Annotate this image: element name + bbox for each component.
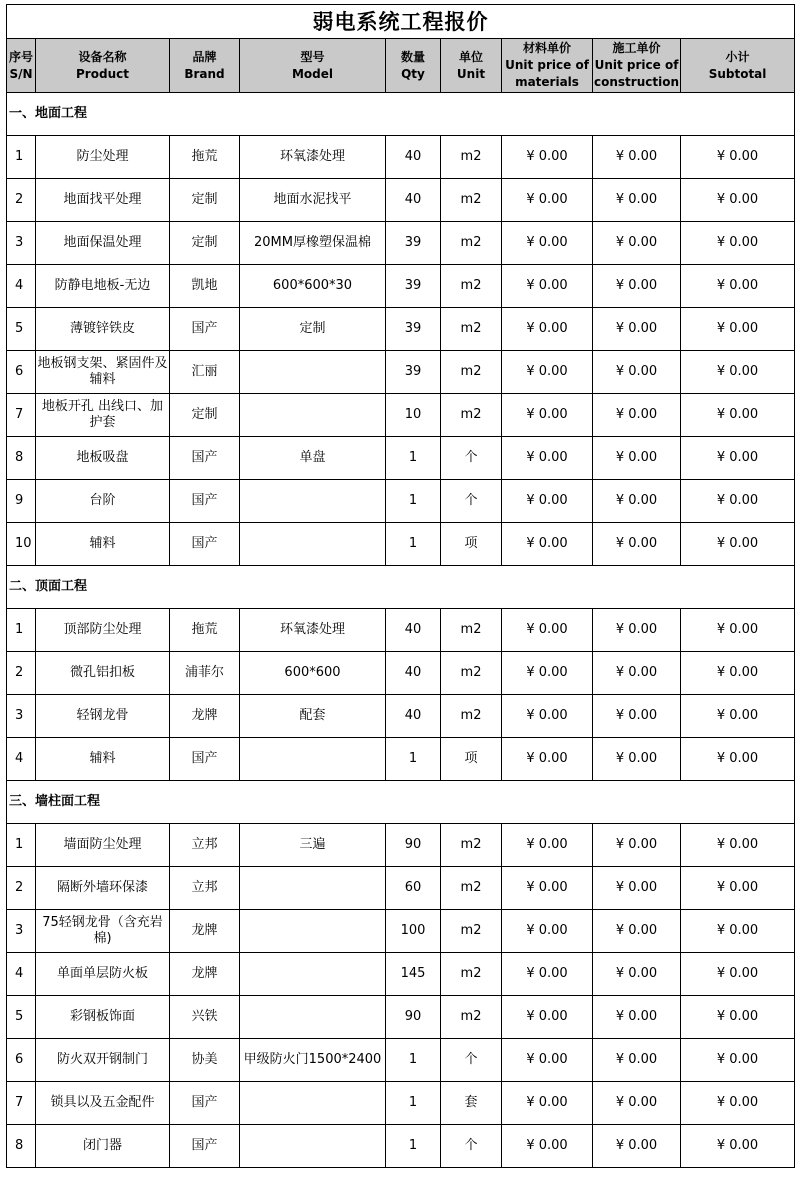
- product-cell: 地面保温处理: [36, 222, 170, 265]
- sn-cell: 3: [7, 222, 36, 265]
- model-cell: 定制: [240, 308, 386, 351]
- page-title: 弱电系统工程报价: [7, 5, 795, 39]
- brand-cell: 龙牌: [170, 695, 240, 738]
- column-header-cn: 施工单价: [612, 41, 661, 55]
- column-header-material-price: [502, 39, 593, 93]
- product-cell: 闭门器: [36, 1125, 170, 1168]
- construction-price-cell: ¥ 0.00: [593, 652, 681, 695]
- column-header-subtotal: [681, 39, 795, 93]
- product-cell: 防火双开钢制门: [36, 1039, 170, 1082]
- table-row: [7, 437, 795, 480]
- sn-cell: 5: [7, 308, 36, 351]
- model-cell: [240, 1082, 386, 1125]
- construction-price-cell: ¥ 0.00: [593, 308, 681, 351]
- qty-cell: 90: [386, 996, 441, 1039]
- material-price-cell: ¥ 0.00: [502, 179, 593, 222]
- material-price-cell: ¥ 0.00: [502, 1082, 593, 1125]
- column-header-construction-price: [593, 39, 681, 93]
- subtotal-cell: ¥ 0.00: [681, 1082, 795, 1125]
- subtotal-cell: ¥ 0.00: [681, 394, 795, 437]
- qty-cell: 1: [386, 1039, 441, 1082]
- brand-cell: 立邦: [170, 867, 240, 910]
- qty-cell: 1: [386, 1082, 441, 1125]
- qty-cell: 60: [386, 867, 441, 910]
- qty-cell: 1: [386, 437, 441, 480]
- product-cell: 薄镀锌铁皮: [36, 308, 170, 351]
- column-header-sn: [7, 39, 36, 93]
- qty-cell: 40: [386, 695, 441, 738]
- column-header-en: Subtotal: [708, 66, 767, 81]
- table-row: [7, 308, 795, 351]
- qty-cell: 40: [386, 136, 441, 179]
- brand-cell: 国产: [170, 1082, 240, 1125]
- column-header-cn: 序号: [8, 49, 33, 64]
- material-price-cell: ¥ 0.00: [502, 867, 593, 910]
- unit-cell: m2: [441, 996, 502, 1039]
- material-price-cell: ¥ 0.00: [502, 1125, 593, 1168]
- model-cell: [240, 738, 386, 781]
- qty-cell: 145: [386, 953, 441, 996]
- sn-cell: 8: [7, 437, 36, 480]
- construction-price-cell: ¥ 0.00: [593, 910, 681, 953]
- material-price-cell: ¥ 0.00: [502, 652, 593, 695]
- model-cell: [240, 910, 386, 953]
- unit-cell: 个: [441, 1039, 502, 1082]
- table-row: [7, 222, 795, 265]
- product-cell: 75轻钢龙骨（含充岩棉): [36, 910, 170, 953]
- column-header-cn: 品牌: [192, 49, 217, 64]
- material-price-cell: ¥ 0.00: [502, 695, 593, 738]
- brand-cell: 国产: [170, 1125, 240, 1168]
- quotation-table: [6, 4, 795, 1168]
- column-header-en: S/N: [9, 66, 33, 81]
- qty-cell: 100: [386, 910, 441, 953]
- sn-cell: 8: [7, 1125, 36, 1168]
- column-header-en: Unit: [456, 66, 486, 81]
- qty-cell: 40: [386, 179, 441, 222]
- material-price-cell: ¥ 0.00: [502, 738, 593, 781]
- model-cell: 600*600*30: [240, 265, 386, 308]
- subtotal-cell: ¥ 0.00: [681, 609, 795, 652]
- material-price-cell: ¥ 0.00: [502, 953, 593, 996]
- construction-price-cell: ¥ 0.00: [593, 222, 681, 265]
- quotation-sheet: [6, 4, 794, 1168]
- qty-cell: 1: [386, 738, 441, 781]
- qty-cell: 10: [386, 394, 441, 437]
- table-row: [7, 953, 795, 996]
- material-price-cell: ¥ 0.00: [502, 523, 593, 566]
- sn-cell: 7: [7, 394, 36, 437]
- unit-cell: m2: [441, 265, 502, 308]
- product-cell: 地板开孔 出线口、加护套: [36, 394, 170, 437]
- sn-cell: 4: [7, 265, 36, 308]
- brand-cell: 定制: [170, 179, 240, 222]
- brand-cell: 国产: [170, 437, 240, 480]
- unit-cell: m2: [441, 910, 502, 953]
- construction-price-cell: ¥ 0.00: [593, 351, 681, 394]
- sn-cell: 4: [7, 738, 36, 781]
- table-row: [7, 652, 795, 695]
- table-row: [7, 265, 795, 308]
- material-price-cell: ¥ 0.00: [502, 824, 593, 867]
- qty-cell: 1: [386, 480, 441, 523]
- material-price-cell: ¥ 0.00: [502, 910, 593, 953]
- subtotal-cell: ¥ 0.00: [681, 480, 795, 523]
- unit-cell: 套: [441, 1082, 502, 1125]
- table-row: [7, 523, 795, 566]
- material-price-cell: ¥ 0.00: [502, 1039, 593, 1082]
- table-row: [7, 867, 795, 910]
- material-price-cell: ¥ 0.00: [502, 222, 593, 265]
- table-row: [7, 179, 795, 222]
- construction-price-cell: ¥ 0.00: [593, 738, 681, 781]
- material-price-cell: ¥ 0.00: [502, 351, 593, 394]
- table-row: [7, 351, 795, 394]
- product-cell: 台阶: [36, 480, 170, 523]
- table-row: [7, 609, 795, 652]
- unit-cell: m2: [441, 136, 502, 179]
- product-cell: 单面单层防火板: [36, 953, 170, 996]
- sn-cell: 2: [7, 652, 36, 695]
- section-row: [7, 566, 795, 609]
- table-body: [7, 93, 795, 1168]
- brand-cell: 国产: [170, 308, 240, 351]
- table-row: [7, 1039, 795, 1082]
- subtotal-cell: ¥ 0.00: [681, 953, 795, 996]
- sn-cell: 2: [7, 179, 36, 222]
- model-cell: 环氧漆处理: [240, 136, 386, 179]
- qty-cell: 1: [386, 1125, 441, 1168]
- construction-price-cell: ¥ 0.00: [593, 437, 681, 480]
- product-cell: 防尘处理: [36, 136, 170, 179]
- construction-price-cell: ¥ 0.00: [593, 523, 681, 566]
- construction-price-cell: ¥ 0.00: [593, 695, 681, 738]
- table-row: [7, 738, 795, 781]
- material-price-cell: ¥ 0.00: [502, 609, 593, 652]
- model-cell: 三遍: [240, 824, 386, 867]
- unit-cell: m2: [441, 824, 502, 867]
- model-cell: [240, 523, 386, 566]
- brand-cell: 汇丽: [170, 351, 240, 394]
- unit-cell: m2: [441, 652, 502, 695]
- subtotal-cell: ¥ 0.00: [681, 652, 795, 695]
- construction-price-cell: ¥ 0.00: [593, 867, 681, 910]
- product-cell: 轻钢龙骨: [36, 695, 170, 738]
- subtotal-cell: ¥ 0.00: [681, 1125, 795, 1168]
- unit-cell: m2: [441, 394, 502, 437]
- product-cell: 地面找平处理: [36, 179, 170, 222]
- column-header-en: Qty: [401, 66, 425, 81]
- column-header-cn: 数量: [400, 49, 425, 64]
- model-cell: [240, 394, 386, 437]
- section-title: 三、墙柱面工程: [7, 781, 795, 824]
- product-cell: 顶部防尘处理: [36, 609, 170, 652]
- brand-cell: 兴铁: [170, 996, 240, 1039]
- sn-cell: 1: [7, 824, 36, 867]
- model-cell: 配套: [240, 695, 386, 738]
- unit-cell: m2: [441, 695, 502, 738]
- unit-cell: m2: [441, 222, 502, 265]
- model-cell: 甲级防火门1500*2400: [240, 1039, 386, 1082]
- column-header-qty: [386, 39, 441, 93]
- sn-cell: 5: [7, 996, 36, 1039]
- construction-price-cell: ¥ 0.00: [593, 1039, 681, 1082]
- unit-cell: 个: [441, 437, 502, 480]
- brand-cell: 国产: [170, 480, 240, 523]
- product-cell: 地板钢支架、紧固件及辅料: [36, 351, 170, 394]
- product-cell: 微孔铝扣板: [36, 652, 170, 695]
- table-row: [7, 996, 795, 1039]
- column-header-model: [240, 39, 386, 93]
- subtotal-cell: ¥ 0.00: [681, 179, 795, 222]
- unit-cell: m2: [441, 953, 502, 996]
- brand-cell: 浦菲尔: [170, 652, 240, 695]
- construction-price-cell: ¥ 0.00: [593, 1125, 681, 1168]
- qty-cell: 90: [386, 824, 441, 867]
- model-cell: [240, 480, 386, 523]
- construction-price-cell: ¥ 0.00: [593, 824, 681, 867]
- model-cell: 单盘: [240, 437, 386, 480]
- product-cell: 墙面防尘处理: [36, 824, 170, 867]
- sn-cell: 3: [7, 695, 36, 738]
- brand-cell: 定制: [170, 222, 240, 265]
- table-row: [7, 695, 795, 738]
- brand-cell: 国产: [170, 738, 240, 781]
- column-header-unit: [441, 39, 502, 93]
- column-header-product: [36, 39, 170, 93]
- product-cell: 隔断外墙环保漆: [36, 867, 170, 910]
- model-cell: [240, 953, 386, 996]
- construction-price-cell: ¥ 0.00: [593, 394, 681, 437]
- brand-cell: 龙牌: [170, 953, 240, 996]
- table-row: [7, 824, 795, 867]
- unit-cell: 个: [441, 1125, 502, 1168]
- subtotal-cell: ¥ 0.00: [681, 695, 795, 738]
- model-cell: 环氧漆处理: [240, 609, 386, 652]
- header-row: [7, 39, 795, 93]
- subtotal-cell: ¥ 0.00: [681, 867, 795, 910]
- model-cell: [240, 996, 386, 1039]
- unit-cell: m2: [441, 308, 502, 351]
- construction-price-cell: ¥ 0.00: [593, 953, 681, 996]
- qty-cell: 40: [386, 609, 441, 652]
- unit-cell: 项: [441, 738, 502, 781]
- qty-cell: 39: [386, 265, 441, 308]
- column-header-en: Product: [76, 66, 129, 81]
- brand-cell: 国产: [170, 523, 240, 566]
- section-row: [7, 781, 795, 824]
- sn-cell: 1: [7, 609, 36, 652]
- model-cell: 600*600: [240, 652, 386, 695]
- construction-price-cell: ¥ 0.00: [593, 136, 681, 179]
- table-row: [7, 480, 795, 523]
- qty-cell: 40: [386, 652, 441, 695]
- unit-cell: m2: [441, 179, 502, 222]
- sn-cell: 6: [7, 1039, 36, 1082]
- construction-price-cell: ¥ 0.00: [593, 179, 681, 222]
- material-price-cell: ¥ 0.00: [502, 437, 593, 480]
- column-header-cn: 小计: [725, 49, 750, 64]
- column-header-en: Unit price of materials: [505, 58, 589, 89]
- unit-cell: m2: [441, 867, 502, 910]
- sn-cell: 10: [7, 523, 36, 566]
- brand-cell: 定制: [170, 394, 240, 437]
- model-cell: 20MM厚橡塑保温棉: [240, 222, 386, 265]
- construction-price-cell: ¥ 0.00: [593, 996, 681, 1039]
- unit-cell: m2: [441, 609, 502, 652]
- column-header-en: Unit price of construction: [594, 58, 679, 89]
- column-header-cn: 材料单价: [522, 41, 571, 55]
- qty-cell: 39: [386, 308, 441, 351]
- model-cell: [240, 351, 386, 394]
- construction-price-cell: ¥ 0.00: [593, 480, 681, 523]
- table-row: [7, 910, 795, 953]
- model-cell: 地面水泥找平: [240, 179, 386, 222]
- sn-cell: 2: [7, 867, 36, 910]
- sn-cell: 3: [7, 910, 36, 953]
- brand-cell: 协美: [170, 1039, 240, 1082]
- section-row: [7, 93, 795, 136]
- construction-price-cell: ¥ 0.00: [593, 265, 681, 308]
- sn-cell: 1: [7, 136, 36, 179]
- section-title: 一、地面工程: [7, 93, 795, 136]
- product-cell: 锁具以及五金配件: [36, 1082, 170, 1125]
- product-cell: 辅料: [36, 523, 170, 566]
- subtotal-cell: ¥ 0.00: [681, 351, 795, 394]
- unit-cell: 项: [441, 523, 502, 566]
- construction-price-cell: ¥ 0.00: [593, 609, 681, 652]
- qty-cell: 1: [386, 523, 441, 566]
- subtotal-cell: ¥ 0.00: [681, 437, 795, 480]
- sn-cell: 6: [7, 351, 36, 394]
- column-header-brand: [170, 39, 240, 93]
- product-cell: 彩钢板饰面: [36, 996, 170, 1039]
- model-cell: [240, 1125, 386, 1168]
- subtotal-cell: ¥ 0.00: [681, 1039, 795, 1082]
- material-price-cell: ¥ 0.00: [502, 136, 593, 179]
- brand-cell: 拖荒: [170, 136, 240, 179]
- qty-cell: 39: [386, 222, 441, 265]
- subtotal-cell: ¥ 0.00: [681, 308, 795, 351]
- unit-cell: 个: [441, 480, 502, 523]
- material-price-cell: ¥ 0.00: [502, 265, 593, 308]
- material-price-cell: ¥ 0.00: [502, 394, 593, 437]
- sn-cell: 4: [7, 953, 36, 996]
- sn-cell: 7: [7, 1082, 36, 1125]
- brand-cell: 凯地: [170, 265, 240, 308]
- column-header-en: Model: [291, 66, 334, 81]
- sn-cell: 9: [7, 480, 36, 523]
- section-title: 二、顶面工程: [7, 566, 795, 609]
- subtotal-cell: ¥ 0.00: [681, 136, 795, 179]
- column-header-cn: 型号: [300, 49, 325, 64]
- brand-cell: 立邦: [170, 824, 240, 867]
- construction-price-cell: ¥ 0.00: [593, 1082, 681, 1125]
- product-cell: 地板吸盘: [36, 437, 170, 480]
- subtotal-cell: ¥ 0.00: [681, 222, 795, 265]
- subtotal-cell: ¥ 0.00: [681, 265, 795, 308]
- brand-cell: 拖荒: [170, 609, 240, 652]
- subtotal-cell: ¥ 0.00: [681, 996, 795, 1039]
- table-row: [7, 1125, 795, 1168]
- subtotal-cell: ¥ 0.00: [681, 738, 795, 781]
- subtotal-cell: ¥ 0.00: [681, 910, 795, 953]
- material-price-cell: ¥ 0.00: [502, 480, 593, 523]
- subtotal-cell: ¥ 0.00: [681, 523, 795, 566]
- qty-cell: 39: [386, 351, 441, 394]
- column-header-cn: 设备名称: [78, 49, 127, 64]
- model-cell: [240, 867, 386, 910]
- table-row: [7, 136, 795, 179]
- product-cell: 辅料: [36, 738, 170, 781]
- unit-cell: m2: [441, 351, 502, 394]
- column-header-en: Brand: [184, 66, 225, 81]
- product-cell: 防静电地板-无边: [36, 265, 170, 308]
- table-row: [7, 1082, 795, 1125]
- table-row: [7, 394, 795, 437]
- column-header-cn: 单位: [458, 49, 483, 64]
- material-price-cell: ¥ 0.00: [502, 308, 593, 351]
- material-price-cell: ¥ 0.00: [502, 996, 593, 1039]
- brand-cell: 龙牌: [170, 910, 240, 953]
- subtotal-cell: ¥ 0.00: [681, 824, 795, 867]
